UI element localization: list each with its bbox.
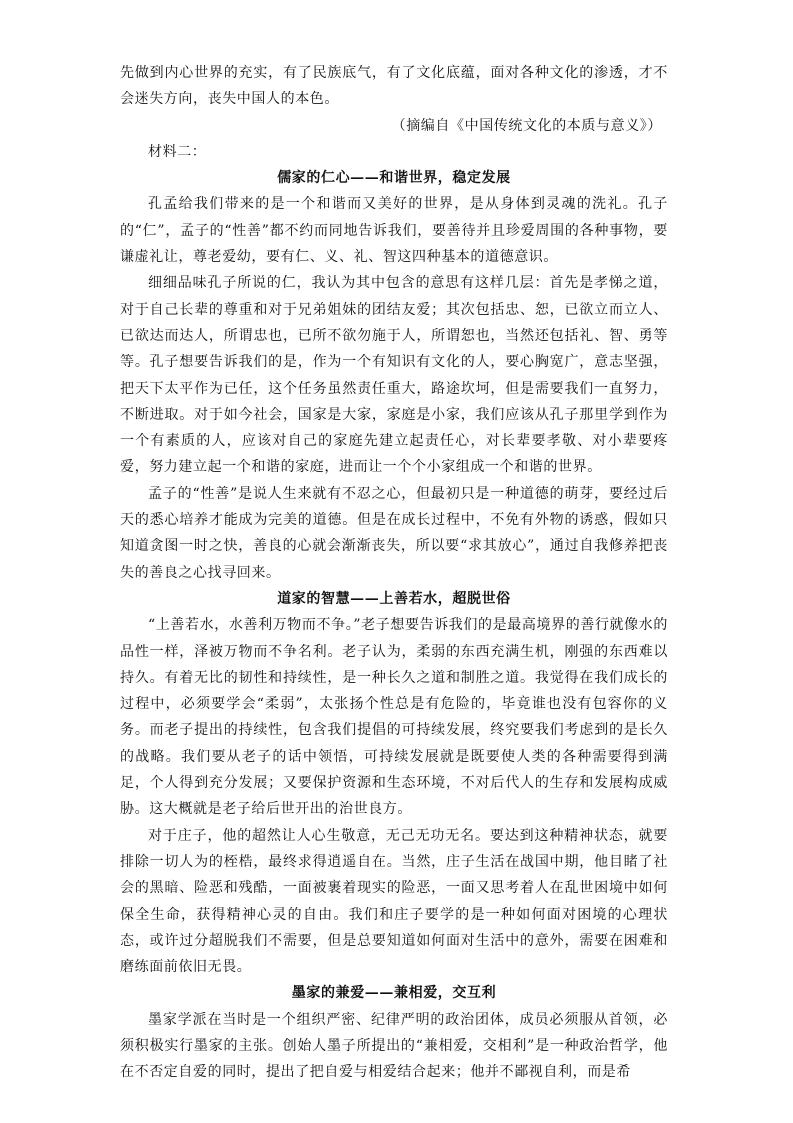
daoist-paragraph-1: “上善若水，水善利万物而不争。”老子想要告诉我们的是最高境界的善行就像水的品性一样，泽被万物而不争名利。老子认为，柔弱的东西充满生机，刚强的东西难以持久。有着无比的韧性和持续性，是一种长久之道和制胜之道。我觉得在我们成长的过程中，必须要学会“柔弱”，太张扬个性总是有危险的，毕竟谁也没有包容你的义务。而老子提出的持续性，包含我们提倡的可持续发展，终究要我们考虑到的是长久的战略。我们要从老子的话中领悟，可持续发展就是既要使人类的各种需要得到满足，个人得到充分发展；又要保护资源和生态环境，不对后代人的生存和发展构成威胁。这大概就是老子给后世开出的治世良方。 <box>120 617 668 818</box>
confucian-paragraph-1: 孔孟给我们带来的是一个和谐而又美好的世界，是从身体到灵魂的洗礼。孔子的“仁”，孟子的“性善”都不约而同地告诉我们，要善待并且珍爱周围的各种事物，要谦虚礼让，尊老爱幼，要有仁、义、礼、智这四种基本的道德意识。 <box>120 196 668 266</box>
section-heading-confucian: 儒家的仁心——和谐世界，稳定发展 <box>277 170 511 187</box>
section-heading-daoist: 道家的智慧——上善若水，超脱世俗 <box>277 590 511 607</box>
material-label: 材料二： <box>148 143 207 160</box>
source-note: （摘编自《中国传统文化的本质与意义》） <box>391 117 662 134</box>
opening-paragraph: 先做到内心世界的充实，有了民族底气，有了文化底蕴，面对各种文化的渗透，才不会迷失方向，丧失中国人的本色。 <box>120 65 668 108</box>
daoist-paragraph-2: 对于庄子，他的超然让人心生敬意，无己无功无名。要达到这种精神状态，就要排除一切人为的桎梏，最终求得逍遥自在。当然，庄子生活在战国中期，他目睹了社会的黑暗、险恶和残酷，一面被裹着现实的险恶，一面又思考着人在乱世困境中如何保全生命，获得精神心灵的自由。我们和庄子要学的是一种如何面对困境的心理状态，或许过分超脱我们不需要，但是总要知道如何面对生活中的意外，需要在困难和磨练面前依旧无畏。 <box>120 827 668 976</box>
mohist-paragraph-1: 墨家学派在当时是一个组织严密、纪律严明的政治团体，成员必须服从首领，必须积极实行墨家的主张。创始人墨子所提出的“兼相爱，交相利”是一种政治哲学，他在不否定自爱的同时，提出了把自爱与相爱结合起来；他并不鄙视自利，而是希 <box>120 1011 668 1081</box>
section-heading-mohist: 墨家的兼爱——兼相爱，交互利 <box>291 985 497 1002</box>
document-page <box>120 60 668 1086</box>
confucian-paragraph-2: 细细品味孔子所说的仁，我认为其中包含的意思有这样几层：首先是孝悌之道，对于自己长辈的尊重和对于兄弟姐妹的团结友爱；其次包括忠、恕，已欲立而立人、已欲达而达人，所谓忠也，已所不欲勿施于人，所谓恕也，当然还包括礼、智、勇等等。孔子想要告诉我们的是，作为一个有知识有文化的人，要心胸宽广，意志坚强，把天下太平作为已任，这个任务虽然责任重大，路途坎坷，但是需要我们一直努力，不断进取。对于如今社会，国家是大家，家庭是小家，我们应该从孔子那里学到作为一个有素质的人，应该对自己的家庭先建立起责任心，对长辈要孝敬、对小辈要疼爱，努力建立起一个和谐的家庭，进而让一个个小家组成一个和谐的世界。 <box>120 275 668 476</box>
confucian-paragraph-3: 孟子的“性善”是说人生来就有不忍之心，但最初只是一种道德的萌芽，要经过后天的悉心培养才能成为完美的道德。但是在成长过程中，不免有外物的诱惑，假如只知道贪图一时之快，善良的心就会渐渐丧失，所以要“求其放心”，通过自我修养把丧失的善良之心找寻回来。 <box>120 485 668 581</box>
